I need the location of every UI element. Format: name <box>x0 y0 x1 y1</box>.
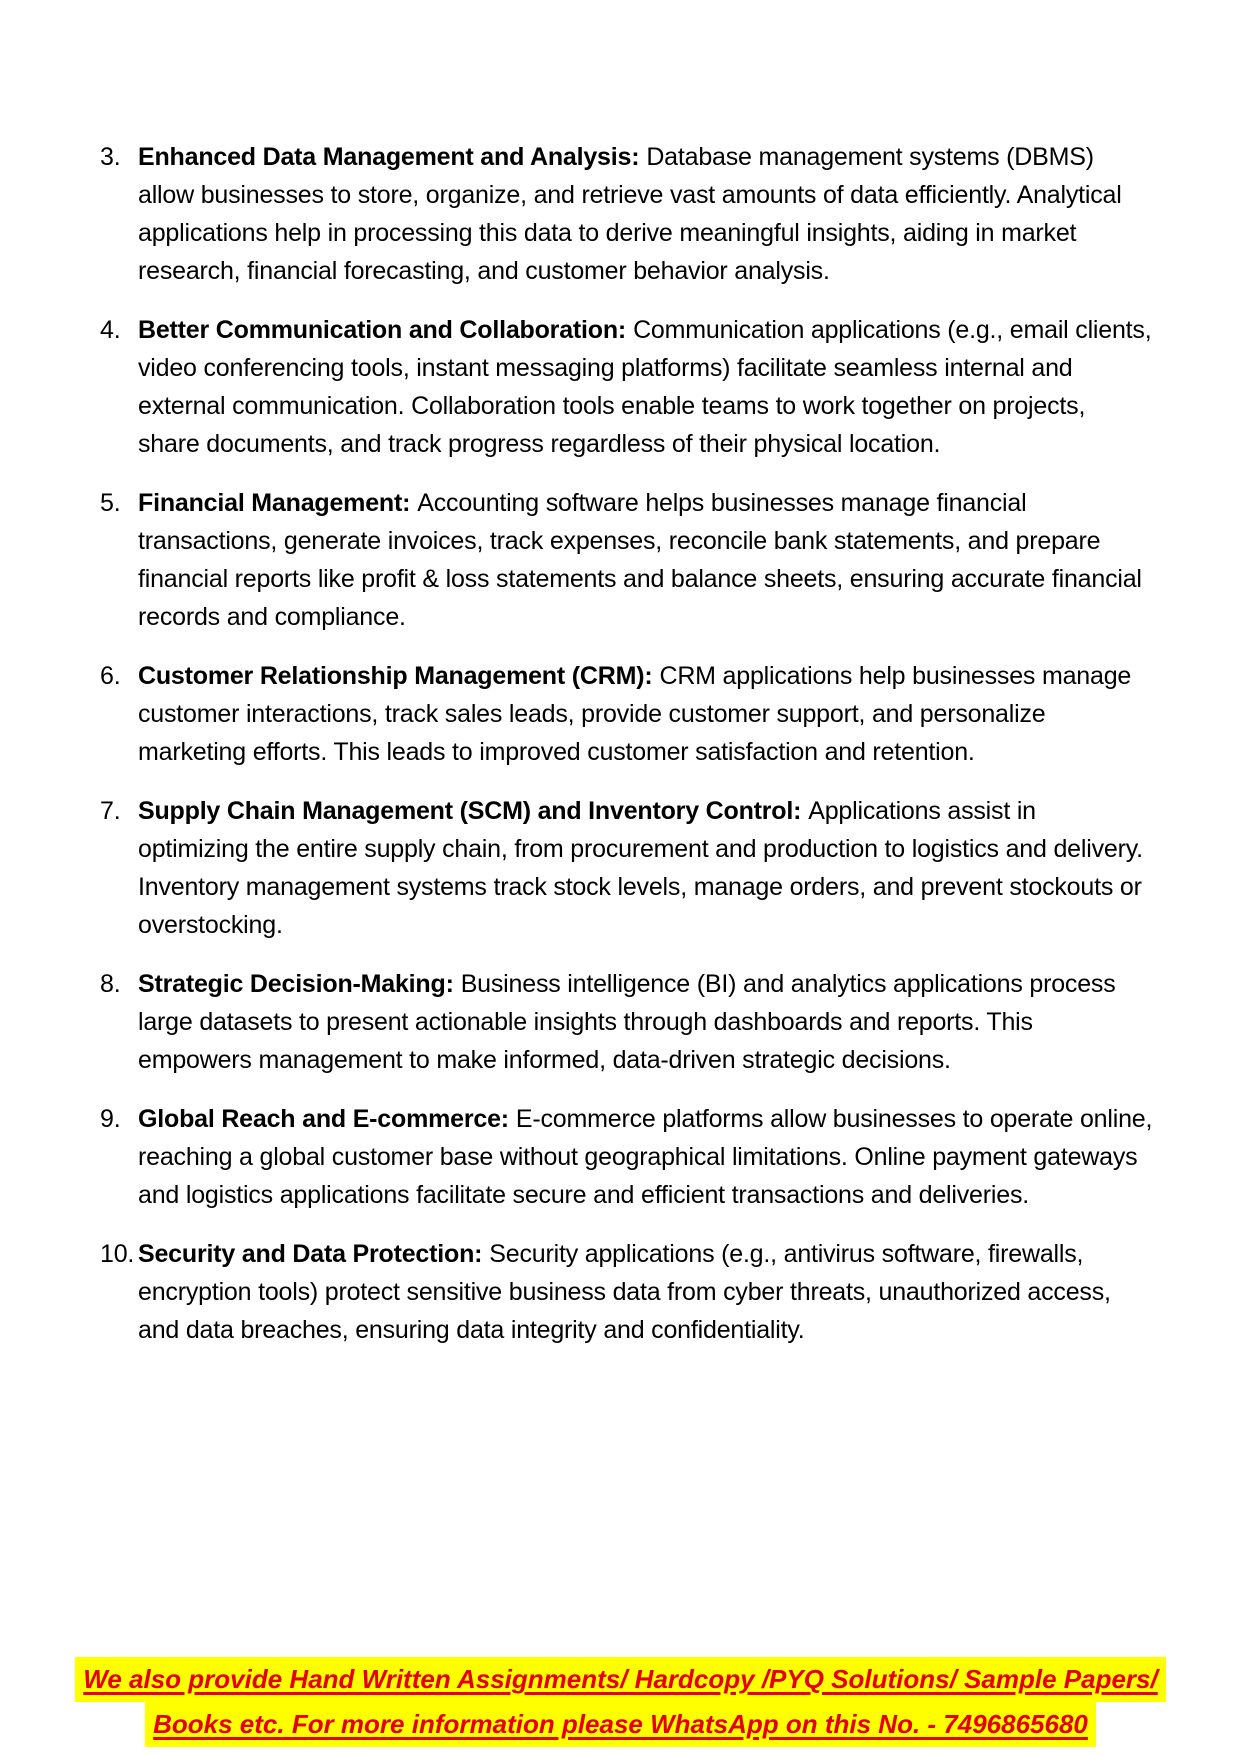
item-text <box>138 138 1153 290</box>
list-item <box>100 657 1153 771</box>
item-body: E-commerce platforms allow businesses to operate online, reaching a global customer base without geographical limitations. Online payment gateways and logistics applications facilitate secure and efficient transactions and deliveries. <box>138 1105 1153 1209</box>
item-body: Business intelligence (BI) and analytics applications process large datasets to present actionable insights through dashboards and reports. This empowers management to make informed, data-driven strategic decisions. <box>138 970 1116 1074</box>
item-title: Supply Chain Management (SCM) and Inventory Control: <box>138 797 802 825</box>
item-body: Security applications (e.g., antivirus software, firewalls, encryption tools) protect sensitive business data from cyber threats, unauthorized access, and data breaches, ensuring data integrity and confidentiality. <box>138 1240 1111 1344</box>
item-number: 4. <box>100 316 121 344</box>
list-item <box>100 1235 1153 1349</box>
item-text <box>138 657 1153 771</box>
numbered-list <box>100 138 1153 1370</box>
item-text <box>138 1100 1153 1214</box>
item-body: Communication applications (e.g., email clients, video conferencing tools, instant messaging platforms) facilitate seamless internal and external communication. Collaboration tools enable teams to work together on projects, share documents, and track progress regardless of their physical location. <box>138 316 1152 458</box>
item-number: 7. <box>100 797 121 825</box>
item-text <box>138 311 1153 463</box>
item-title: Better Communication and Collaboration: <box>138 316 627 344</box>
item-body: Applications assist in optimizing the entire supply chain, from procurement and production to logistics and delivery. Inventory management systems track stock levels, manage orders, and prevent stockouts or overstocking. <box>138 797 1143 939</box>
item-body: CRM applications help businesses manage customer interactions, track sales leads, provide customer support, and personalize marketing efforts. This leads to improved customer satisfaction and retention. <box>138 662 1132 766</box>
item-number: 6. <box>100 662 121 690</box>
item-title: Strategic Decision-Making: <box>138 970 454 998</box>
list-item <box>100 311 1153 463</box>
item-text <box>138 965 1153 1079</box>
list-item <box>100 792 1153 944</box>
item-body: Database management systems (DBMS) allow businesses to store, organize, and retrieve vast amounts of data efficiently. Analytical applications help in processing this data to derive meaningful insights, aiding in market research, financial forecasting, and customer behavior analysis. <box>138 143 1122 285</box>
item-text <box>138 792 1153 944</box>
item-title: Financial Management: <box>138 489 411 517</box>
list-item <box>100 965 1153 1079</box>
item-body: Accounting software helps businesses manage financial transactions, generate invoices, track expenses, reconcile bank statements, and prepare financial reports like profit & loss statements and balance sheets, ensuring accurate financial records and compliance. <box>138 489 1142 631</box>
promo-footer-line2-text: Books etc. For more information please WhatsApp on this No. - 7496865680 <box>145 1702 1096 1747</box>
promo-footer-line1-text: We also provide Hand Written Assignments/ Hardcopy /PYQ Solutions/ Sample Papers/ <box>75 1657 1165 1702</box>
item-title: Customer Relationship Management (CRM): <box>138 662 653 690</box>
item-number: 8. <box>100 970 121 998</box>
promo-footer-line2 <box>0 1702 1241 1747</box>
item-number: 3. <box>100 143 121 171</box>
list-item <box>100 484 1153 636</box>
item-title: Global Reach and E-commerce: <box>138 1105 509 1133</box>
list-item <box>100 1100 1153 1214</box>
item-title: Enhanced Data Management and Analysis: <box>138 143 640 171</box>
item-number: 5. <box>100 489 121 517</box>
promo-footer <box>0 1657 1241 1747</box>
item-text <box>138 1235 1153 1349</box>
item-number: 10. <box>100 1240 135 1268</box>
item-title: Security and Data Protection: <box>138 1240 483 1268</box>
list-item <box>100 138 1153 290</box>
item-text <box>138 484 1153 636</box>
promo-footer-line1 <box>0 1657 1241 1702</box>
item-number: 9. <box>100 1105 121 1133</box>
